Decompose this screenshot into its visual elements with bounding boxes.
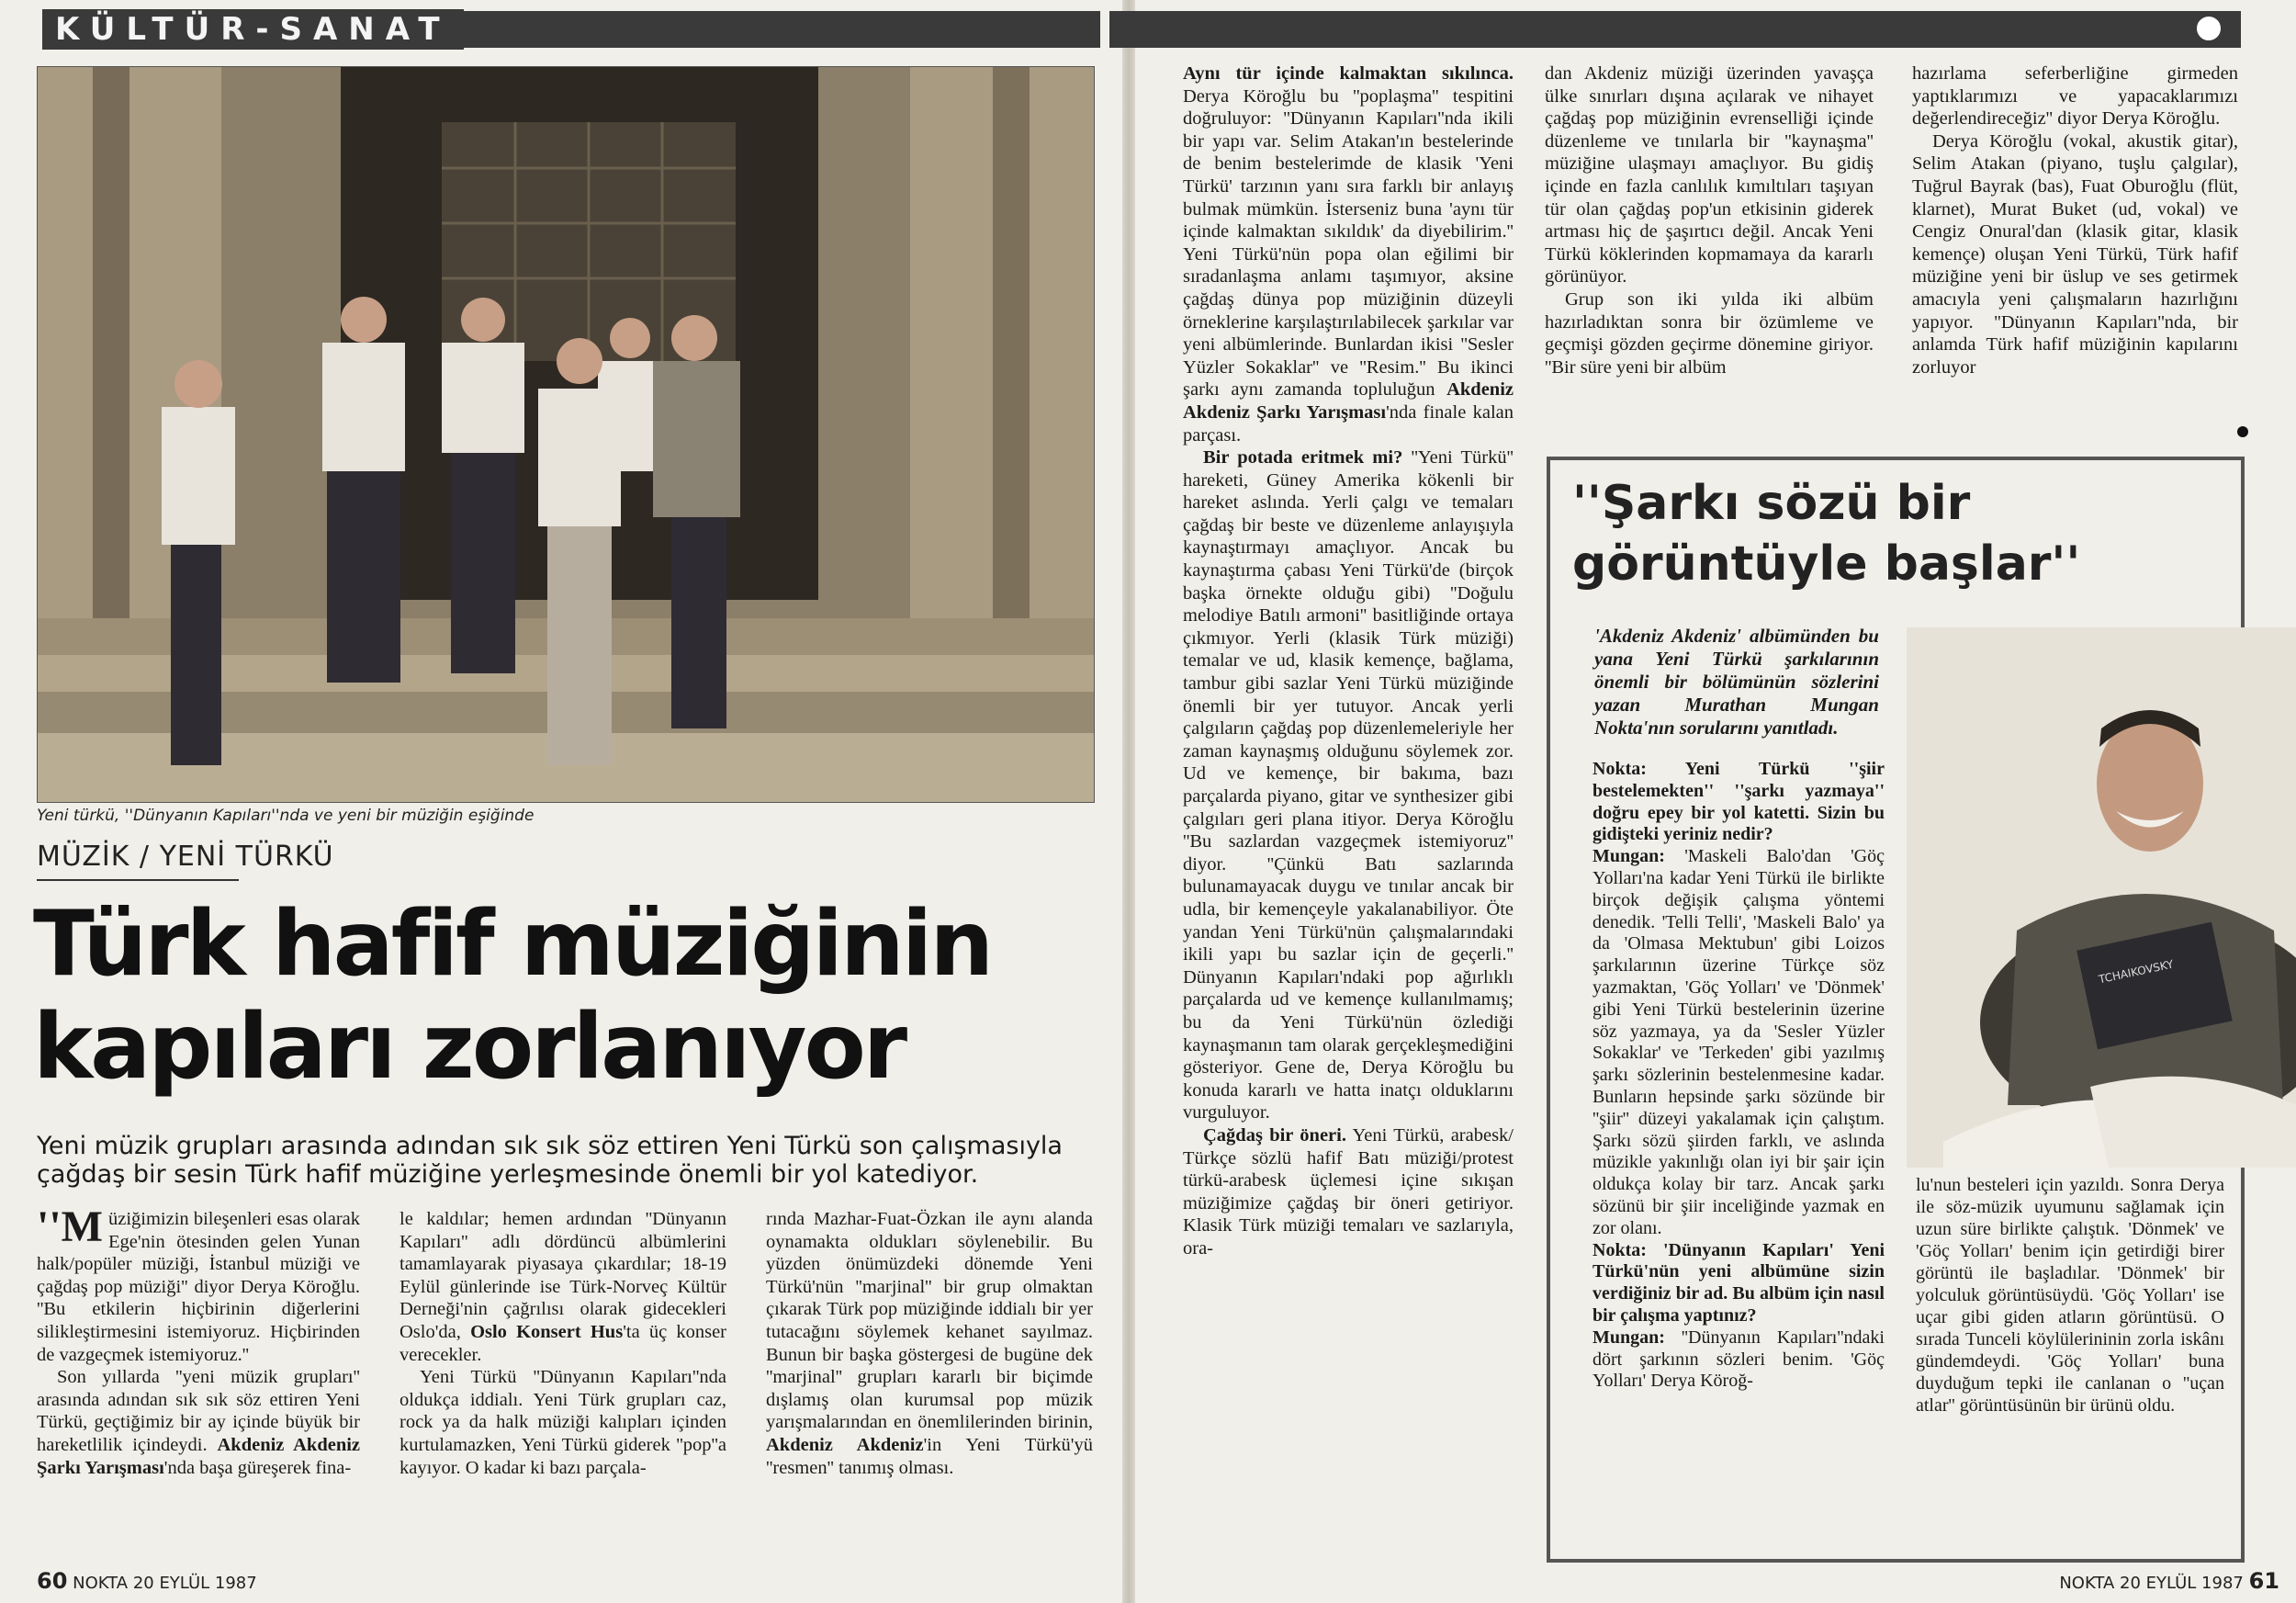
end-mark-icon (2237, 426, 2248, 437)
column-3 (766, 1208, 1093, 1479)
article-kicker: MÜZİK / YENİ TÜRKÜ (37, 841, 334, 873)
kicker-underline (37, 879, 239, 881)
col4-paragraph-3: Yeni Türkü, arabesk/ Türkçe sözlü hafif Batı müziği/protest türkü-arabesk üçlemesi içine sıkışan müziğimize çağdaş bir öneri getiriyor. Klasik Türk müziği temaları ve sazlarıyla, ora- (1183, 1124, 1514, 1259)
section-label: KÜLTÜR-SANAT (42, 9, 464, 50)
col1-paragraph-2a: Son yıllarda ''yeni müzik grupları'' arasında adından sık sık söz ettiren Yeni Türkü, geçtiğimiz bir ay içinde büyük bir hareketlilik içindeydi. (37, 1367, 360, 1455)
section-header-bar-right (1109, 11, 2241, 48)
subhead-melting-pot: Bir potada eritmek mi? (1203, 447, 1403, 468)
box-intro: 'Akdeniz Akdeniz' albümünden bu yana Yeni Türkü şarkılarının önemli bir bölümünün sözlerini yazan Murathan Mungan Nokta'nın sorularını yanıtladı. (1594, 625, 1879, 739)
col3-paragraph-1a: rında Mazhar-Fuat-Özkan ile aynı alanda oynamakta oldukları söylenebilir. Bu yüzden önümüzdeki dönemde Yeni Türkü'nün ''marjinal'' bir grup olmaktan çıkarak Türk pop müziğinde iddialı bir yer tutacağını söylemek kehanet sayılmaz. Bunun bir başka göstergesi de bugüne dek ''marjinal'' grupları kararlı bir biçimde dışlamış olan kurumsal pop müzik yarışmalarından en önemlilerinden birinin, (766, 1209, 1093, 1433)
interview-column-2 (1916, 1174, 2224, 1417)
question-2: Nokta: 'Dünyanın Kapıları' Yeni Türkü'nün yeni albümüne sizin verdiğiniz bir ad. Bu albüm için nasıl bir çalışma yaptınız? (1593, 1239, 1885, 1326)
col4-paragraph-2: ''Yeni Türkü'' hareketi, Güney Amerika kökenli bir hareket aslında. Yerli çalgı ve temaları çağdaş bir beste ve düzenleme anlayışıyla kaynaştırmayı amaçlıyor. Ancak bu kaynaştırma çabası Yeni Türkü'de (birçok başka örnekte olduğu gibi) ''Doğulu melodiye Batılı armoni'' basitliğinde ortaya çıkmıyor. Yerli (klasik Türk müziği) temalar ve ud, klasik kemençe, bağlama, tambur gibi sazlar Yeni Türkü müziğinde önemli bir yer tutuyor. Ancak yerli çalgıların çağdaş pop düzenlemeleriyle her zaman kaynaşmış olduğunu söylemek zor. Ud ve kemençe, bir bakıma, bazı parçalarda piyano, gitar ve synthesizer gibi çalgıları geri plana itiyor. Derya Köroğlu ''Bu sazlardan vazgeçmek istemiyoruz'' diyor. ''Çünkü Batı sazlarında bulunamayacak duygu ve tınılar ancak bir udla, bir kemençeyle yakalanabiliyor. Öte yandan Yeni Türkü'nün çalışmalarındaki ikili yapı bu sazlar için de geçerli.'' Dünyanın Kapıları'ndaki pop ağırlıklı parçalarda ud ve kemençe kullanılmamış; bu da Yeni Türkü'nün özlediği kaynaşmanın tam olarak gerçekleşmediğini gösteriyor. Gene de, Derya Köroğlu bu konuda kararlı ve hatta inatçı olduklarını vurguluyor. (1183, 447, 1514, 1123)
drop-cap: ''M (37, 1202, 103, 1251)
column-4 (1183, 62, 1514, 1259)
column-2 (400, 1208, 726, 1479)
photo-caption: Yeni türkü, ''Dünyanın Kapıları''nda ve yeni bir müziğin eşiğinde (37, 807, 535, 825)
col1-paragraph-2c: 'nda başa güreşerek fina- (163, 1457, 352, 1478)
col5-paragraph-1: dan Akdeniz müziği üzerinden yavaşça ülke sınırları dışına açılarak ve nihayet çağdaş pop müziğinin evrenselliği içinde düzenleme ve tınılarla bir ''kaynaşma'' müziğine ulaşmayı amaçlıyor. Bu gidiş içinde en fazla canlılık kımıltıları taşıyan tür olan çağdaş pop'un etkisinin giderek artması hiç de şaşırtıcı değil. Ancak Yeni Türkü köklerinden kopmamaya da kararlı görünüyor. (1545, 63, 1874, 288)
col6-paragraph-2: Derya Köroğlu (vokal, akustik gitar), Selim Atakan (piyano, tuşlu çalgılar), Tuğrul Bayrak (bas), Fuat Oburoğlu (flüt, klarnet), Murat Buket (ud, vokal) ve Cengiz Onural'dan (klasik gitar, klasik kemençe) oluşan Yeni Türkü, Türk hafif müziğine yeni bir üslup ve ses getirmek amacıyla yeni çalışmaların hazırlığını yapıyor. ''Dünyanın Kapıları''nda, bir anlamda Türk hafif müziğinin kapılarını zorluyor (1912, 130, 2238, 378)
answer-2-speaker: Mungan: (1593, 1326, 1665, 1348)
headline-line-1: Türk hafif müziğinin (33, 892, 992, 997)
col6-paragraph-1: hazırlama seferberliğine girmeden yaptıklarımızı ve yapacaklarımızı değerlendireceğiz'' diyor Derya Köroğlu. (1912, 63, 2238, 130)
folio-right-text: NOKTA 20 EYLÜL 1987 (2059, 1574, 2244, 1593)
box-title-line-2: görüntüyle başlar'' (1572, 536, 2081, 592)
group-photo-image (38, 67, 1094, 802)
page-number-left: 60 (37, 1568, 68, 1594)
col5-paragraph-2: Grup son iki yılda iki albüm hazırladıktan sonra bir özümleme ve geçmişi gözden geçirme dönemine giriyor. ''Bir süre yeni bir albüm (1545, 288, 1874, 378)
headline-line-2: kapıları zorlanıyor (33, 995, 906, 1100)
book-label: TCHAIKOVSKY (2097, 957, 2175, 987)
col2-paragraph-1c: 'ta üç konser verecekler. (400, 1321, 726, 1365)
col3-paragraph-1c: 'in Yeni Türkü'yü ''resmen'' tanımış olması. (766, 1434, 1093, 1478)
column-5 (1545, 62, 1874, 378)
answer-1: 'Maskeli Balo'dan 'Göç Yolları'na kadar Yeni Türkü ile birlikte birçok değişik çalışma yöntemi denedik. 'Telli Telli', 'Maskeli Balo' ya da 'Olmasa Mektubun' gibi Loizos şarkılarının üzerine Türkçe söz yazmaktan, 'Göç Yolları' ve 'Dönmek' gibi Yeni Türkü bestelerinin üzerine söz yazmaya, ya da 'Sesler Yüzler Sokaklar' ve 'Terkeden' gibi yazılmış şarkı sözlerinin bestelenmesine kadar. Bunların hepsinde şarkı sözünde bir ''şiir'' düzeyi yakalamak için çalıştım. Şarkı sözü şiirden farklı, ve aslında müzikle yakınlığı olan iyi bir şair için oldukça kolay bir tarz. Ancak şarkı sözünü bir şiir inceliğinde yazmak en zor olanı. (1593, 846, 1885, 1238)
folio-right (2059, 1568, 2279, 1594)
col4-paragraph-1a: Derya Köroğlu bu ''poplaşma'' tespitini doğruluyor: ''Dünyanın Kapıları''nda ikili bir yapı var. Selim Atakan'ın bestelerinde de benim bestelerimde de klasik 'Yeni Türkü' tarzının yanı sıra farklı bir anlayış bulmak mümkün. İsterseniz buna 'aynı tür içinde kalmaktan sıkıldık' da diyebilirim.'' Yeni Türkü'nün popa olan eğilimi bir sıradanlaşma anlamı taşımıyor, aksine çağdaş dünya pop müziğinin düzeyli örneklerine karşılaştırılabilecek şarkılar var yeni albümlerinde. Bunlardan ikisi ''Sesler Yüzler Sokaklar'' ve ''Resim.'' Bu ikinci şarkı aynı zamanda topluluğun (1183, 85, 1514, 401)
col2-bold-venue: Oslo Konsert Hus (470, 1321, 624, 1342)
subhead-same-genre: Aynı tür içinde kalmaktan sıkılınca. (1183, 63, 1514, 84)
col3-bold-contest: Akdeniz Akdeniz (766, 1434, 924, 1455)
header-bullet-icon (2195, 15, 2223, 42)
subhead-contemporary-proposal: Çağdaş bir öneri. (1203, 1124, 1346, 1146)
folio-left-text: NOKTA 20 EYLÜL 1987 (73, 1574, 257, 1593)
col1-paragraph-1: üziğimizin bileşenleri esas olarak Ege'nin ötesinden gelen Yunan halk/popüler müziği, İstanbul müziği ve çağdaş pop müziği'' diyor Derya Köroğlu. ''Bu etkilerin hiçbirinin diğerlerini silikleştirmesini istemiyoruz. Hiçbirinden de vazgeçmek istemiyoruz.'' (37, 1209, 360, 1365)
page-gutter (1122, 0, 1135, 1603)
answer-2: ''Dünyanın Kapıları''ndaki dört şarkının sözleri benim. 'Göç Yolları' Derya Köroğ- (1593, 1326, 1885, 1392)
box-title-line-1: ''Şarkı sözü bir (1572, 476, 1971, 531)
col2-paragraph-1a: le kaldılar; hemen ardından ''Dünyanın Kapıları'' adlı dördüncü albümlerini tamamlayarak piyasaya çıkardılar; 18-19 Eylül günlerinde ise Türk-Norveç Kültür Derneği'nin çağrılısı olarak gidecekleri Oslo'da, (400, 1209, 726, 1342)
page-number-right: 61 (2248, 1568, 2279, 1594)
question-1: Nokta: Yeni Türkü ''şiir bestelemekten'' ''şarkı yazmaya'' doğru epey bir yol katetti. Sizin bu gidişteki yeriniz nedir? (1593, 759, 1885, 845)
group-photo (37, 66, 1095, 803)
mungan-portrait (1907, 627, 2296, 1168)
answer-2-continued: lu'nun besteleri için yazıldı. Sonra Derya ile söz-müzik uyumunu sağlamak için uzun süre birlikte çalıştık. 'Dönmek' ve 'Göç Yolları' benim için getirdiği birer görüntü ile başladılar. 'Dönmek' bir yolculuk görüntüsüydü. 'Göç Yolları' ise uçar gibi giden atların görüntüsü. O sırada Tunceli köylülerininin zorla iskânı gündemdeydi. 'Göç Yolları' buna duyduğum tepki ile canlanan o ''uçan atlar'' görüntüsünün bir ürünü oldu. (1916, 1175, 2224, 1416)
col4-paragraph-1d: 'nda finale kalan parçası. (1183, 401, 1514, 446)
folio-left (37, 1568, 257, 1594)
column-6 (1912, 62, 2238, 378)
mungan-portrait-image (1907, 627, 2296, 1168)
col2-paragraph-2: Yeni Türkü ''Dünyanın Kapıları''nda oldukça iddialı. Yeni Türk grupları caz, rock ya da halk müziği kalıpları içinden kurtulamazken, Yeni Türkü giderek ''pop''a kayıyor. O kadar ki bazı parçala- (400, 1367, 726, 1478)
column-1 (37, 1202, 361, 1479)
interview-column-1 (1593, 759, 1885, 1393)
col1-bold-contest: Akdeniz Akdeniz Şarkı Yarışması (37, 1434, 361, 1478)
article-deck: Yeni müzik grupları arasında adından sık sık söz ettiren Yeni Türkü son çalışmasıyla çağdaş bir sesin Türk hafif müziğine yerleşmesinde önemli bir yol katediyor. (37, 1132, 1063, 1189)
answer-1-speaker: Mungan: (1593, 846, 1665, 867)
col4-bold-contest: Akdeniz Akdeniz Şarkı Yarışması (1183, 379, 1514, 423)
